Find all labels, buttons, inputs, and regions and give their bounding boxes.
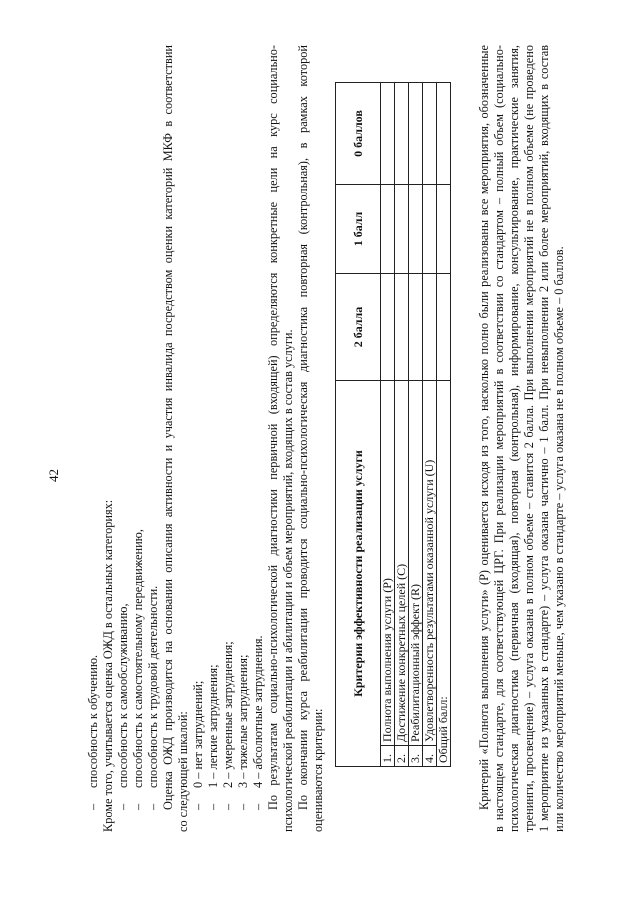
table-cell (395, 274, 409, 381)
table-cell (423, 83, 437, 185)
paragraph-line: Кроме того, учитывается оценка ОЖД в остальных категориях: (101, 499, 115, 832)
row-number: 2. (395, 746, 409, 767)
table-cell (409, 185, 423, 274)
table-row (409, 83, 423, 767)
paragraph-line: По результатам социально-психологической диагностики первичной (входящей) определяются конкретные цели на курс социально- (266, 45, 280, 810)
paragraph-line: 1 мероприятие из указанных в стандарте) – услуга оказана частично – 1 балл. При невыполнении 2 или более мероприятий, входящих в состав (537, 45, 551, 832)
list-item-text: способность к самостоятельному передвижению, (131, 529, 145, 788)
table-cell (395, 83, 409, 185)
list-item-text: способность к самообслуживанию, (116, 603, 130, 788)
paragraph-line: со следующей шкалой: (176, 711, 190, 832)
table-cell (409, 83, 423, 185)
table-header-2: 2 балла (336, 274, 381, 381)
paragraph-line: Оценка ОЖД производится на основании описания активности и участия инвалида посредством оценки категорий МКФ в соответствии (161, 45, 175, 810)
row-label: Реабилитационный эффект (R) (409, 381, 423, 746)
table-total-row (437, 83, 451, 767)
table-header-row (336, 83, 381, 767)
table-row (381, 83, 395, 767)
page-number: 42 (46, 469, 61, 482)
criteria-table (335, 82, 451, 767)
table-cell (437, 185, 451, 274)
table-cell (381, 274, 395, 381)
table-header-0: 0 баллов (336, 83, 381, 185)
paragraph-line: тренинги, просвещение) – услуга оказана в полном объеме – ставится 2 балла. При выполнении мероприятий не в полном объеме (не проведено (522, 45, 536, 832)
scale-item: –2 – умеренные затруднения; (221, 641, 235, 810)
table-cell (437, 274, 451, 381)
table-cell (423, 274, 437, 381)
total-label: Общий балл: (437, 381, 451, 767)
paragraph-line: в настоящем стандарте, для соответствующей ЦРГ. При реализации мероприятий в соответствии со стандартом – полный объем (социально- (492, 45, 506, 832)
scale-item-text: 2 – умеренные затруднения; (221, 641, 235, 788)
table-cell (423, 185, 437, 274)
scale-item-text: 3 – тяжелые затруднения; (236, 654, 250, 788)
list-item: –способность к трудовой деятельности. (146, 585, 160, 810)
table-cell (409, 274, 423, 381)
scale-item-text: 4 – абсолютные затруднения. (251, 635, 265, 788)
table-cell (437, 83, 451, 185)
paragraph-line: или количество мероприятий меньше, чем указано в стандарте – услуга оказана не в полном объеме – 0 баллов. (552, 246, 566, 832)
list-item: –способность к самообслуживанию, (116, 603, 130, 810)
paragraph-line: Критерий «Полнота выполнения услуги» (P) оценивается исходя из того, насколько полно были реализованы все мероприятия, обозначенные (477, 45, 491, 810)
list-item: –способность к самостоятельному передвижению, (131, 529, 145, 810)
table-header-criteria: Критерии эффективности реализации услуги (336, 381, 381, 767)
scale-item: –1 – легкие затруднения; (206, 664, 220, 810)
scale-item-text: 0 – нет затруднений; (191, 680, 205, 788)
table-cell (381, 185, 395, 274)
row-label: Удовлетворенность результатами оказанной услуги (U) (423, 381, 437, 746)
row-number: 4. (423, 746, 437, 767)
list-item-text: способность к трудовой деятельности. (146, 585, 160, 788)
paragraph-line: психологической реабилитации и абилитации и объем мероприятий, входящих в состав услуги. (281, 329, 295, 832)
row-number: 3. (409, 746, 423, 767)
row-number: 1. (381, 746, 395, 767)
paragraph-line: оцениваются критерии: (311, 708, 325, 832)
paragraph-line: По окончании курса реабилитации проводится социально-психологическая диагностика повторная (контрольная), в рамках которой (296, 45, 310, 810)
table-cell (395, 185, 409, 274)
table-header-1: 1 балл (336, 185, 381, 274)
row-label: Полнота выполнения услуги (P) (381, 381, 395, 746)
paragraph-line: психологическая диагностика (первичная (входящая), повторная (контрольная), информирование, консультирование, практические занятия, (507, 45, 521, 832)
scale-item-text: 1 – легкие затруднения; (206, 664, 220, 788)
scale-item: –4 – абсолютные затруднения. (251, 635, 265, 810)
scale-item: –0 – нет затруднений; (191, 680, 205, 810)
list-item-text: способность к обучению. (86, 654, 100, 788)
table-row (395, 83, 409, 767)
row-label: Достижение конкретных целей (C) (395, 381, 409, 746)
list-item: –способность к обучению. (86, 654, 100, 810)
table-row (423, 83, 437, 767)
table-cell (381, 83, 395, 185)
scale-item: –3 – тяжелые затруднения; (236, 654, 250, 810)
